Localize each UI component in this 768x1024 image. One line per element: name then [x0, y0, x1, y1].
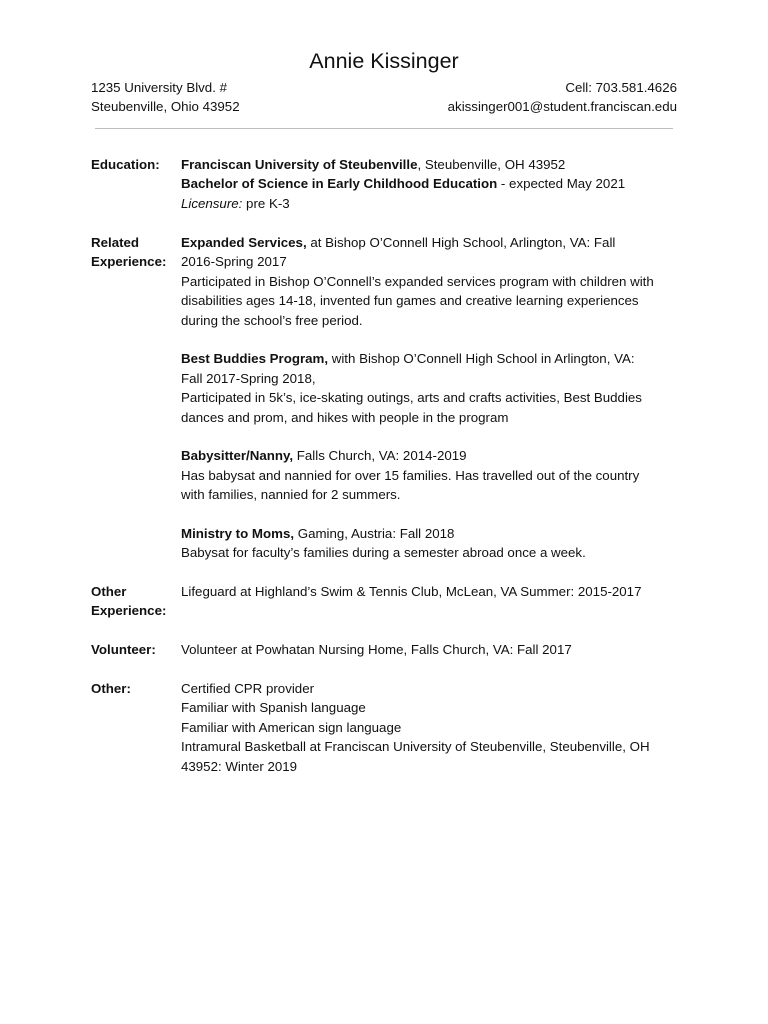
entry-detail: at Bishop O’Connell High School, Arlington, VA: Fall	[306, 235, 616, 250]
entry-line: Has babysat and nannied for over 15 families. Has travelled out of the country	[181, 467, 640, 483]
entry-line: with families, nannied for 2 summers.	[181, 487, 401, 503]
address-line-1: 1235 University Blvd. #	[91, 80, 227, 95]
education-label: Education:	[91, 157, 160, 172]
cell-phone: Cell: 703.581.4626	[565, 80, 677, 95]
header-divider	[95, 128, 673, 129]
volunteer-text: Volunteer at Powhatan Nursing Home, Falls Church, VA: Fall 2017	[181, 642, 572, 657]
licensure-line	[181, 194, 681, 213]
entry-detail: Gaming, Austria: Fall 2018	[294, 526, 455, 542]
contact-block	[448, 78, 677, 117]
degree-note: - expected May 2021	[497, 176, 626, 192]
other-line: Certified CPR provider	[181, 681, 315, 696]
entry-heading	[181, 233, 681, 252]
other-line: Intramural Basketball at Franciscan University of Steubenville, Steubenville, OH	[181, 739, 650, 755]
entry-heading	[181, 446, 681, 465]
licensure-label: Licensure:	[181, 195, 243, 211]
related-experience-content	[181, 233, 681, 563]
other-experience-label	[91, 582, 177, 621]
other-label: Other:	[91, 681, 131, 696]
entry-line: disabilities ages 14-18, invented fun games and creative learning experiences	[181, 293, 639, 309]
entry-title: Expanded Services,	[181, 235, 307, 250]
entry-heading	[181, 349, 681, 368]
degree-line	[181, 174, 681, 193]
resume-name: Annie Kissinger	[309, 49, 459, 73]
licensure-value: pre K-3	[242, 195, 290, 211]
entry-title: Best Buddies Program,	[181, 351, 329, 367]
entry-detail: Falls Church, VA: 2014-2019	[293, 448, 467, 464]
related-label-line-1: Related	[91, 235, 140, 250]
other-experience-content	[181, 582, 681, 601]
entry-line: during the school’s free period.	[181, 312, 363, 328]
school-location: , Steubenville, OH 43952	[417, 157, 566, 172]
email-address: akissinger001@student.franciscan.edu	[447, 99, 677, 115]
entry-line: Participated in Bishop O’Connell’s expanded services program with children with	[181, 273, 654, 289]
experience-entry	[181, 524, 681, 563]
address-line-2: Steubenville, Ohio 43952	[91, 99, 240, 115]
entry-line: dances and prom, and hikes with people in the program	[181, 409, 509, 425]
school-name: Franciscan University of Steubenville	[181, 157, 418, 172]
degree-name: Bachelor of Science in Early Childhood Education	[181, 176, 498, 192]
experience-entry	[181, 349, 681, 427]
entry-heading	[181, 524, 681, 543]
entry-detail: with Bishop O’Connell High School in Arlington, VA:	[328, 351, 635, 367]
experience-entry	[181, 446, 681, 504]
related-label-line-2: Experience:	[91, 254, 167, 270]
entry-line: Fall 2017-Spring 2018,	[181, 370, 316, 386]
experience-entry	[181, 233, 681, 330]
volunteer-content	[181, 640, 681, 659]
other-line: Familiar with American sign language	[181, 719, 402, 735]
other-exp-label-line-2: Experience:	[91, 603, 167, 619]
other-line: Familiar with Spanish language	[181, 700, 366, 716]
other-exp-label-line-1: Other	[91, 584, 127, 599]
entry-title: Babysitter/Nanny,	[181, 448, 294, 464]
other-content	[181, 679, 681, 776]
school-line	[181, 155, 681, 174]
volunteer-label: Volunteer:	[91, 642, 156, 657]
address-block	[91, 78, 240, 117]
entry-line: Babysat for faculty’s families during a semester abroad once a week.	[181, 545, 586, 561]
other-experience-text: Lifeguard at Highland’s Swim & Tennis Club, McLean, VA Summer: 2015-2017	[181, 584, 642, 599]
other-line: 43952: Winter 2019	[181, 758, 298, 774]
entry-line: Participated in 5k’s, ice-skating outings, arts and crafts activities, Best Buddies	[181, 390, 642, 406]
education-content	[181, 155, 681, 213]
related-experience-label	[91, 233, 177, 272]
entry-title: Ministry to Moms,	[181, 526, 295, 542]
entry-line: 2016-Spring 2017	[181, 254, 287, 270]
